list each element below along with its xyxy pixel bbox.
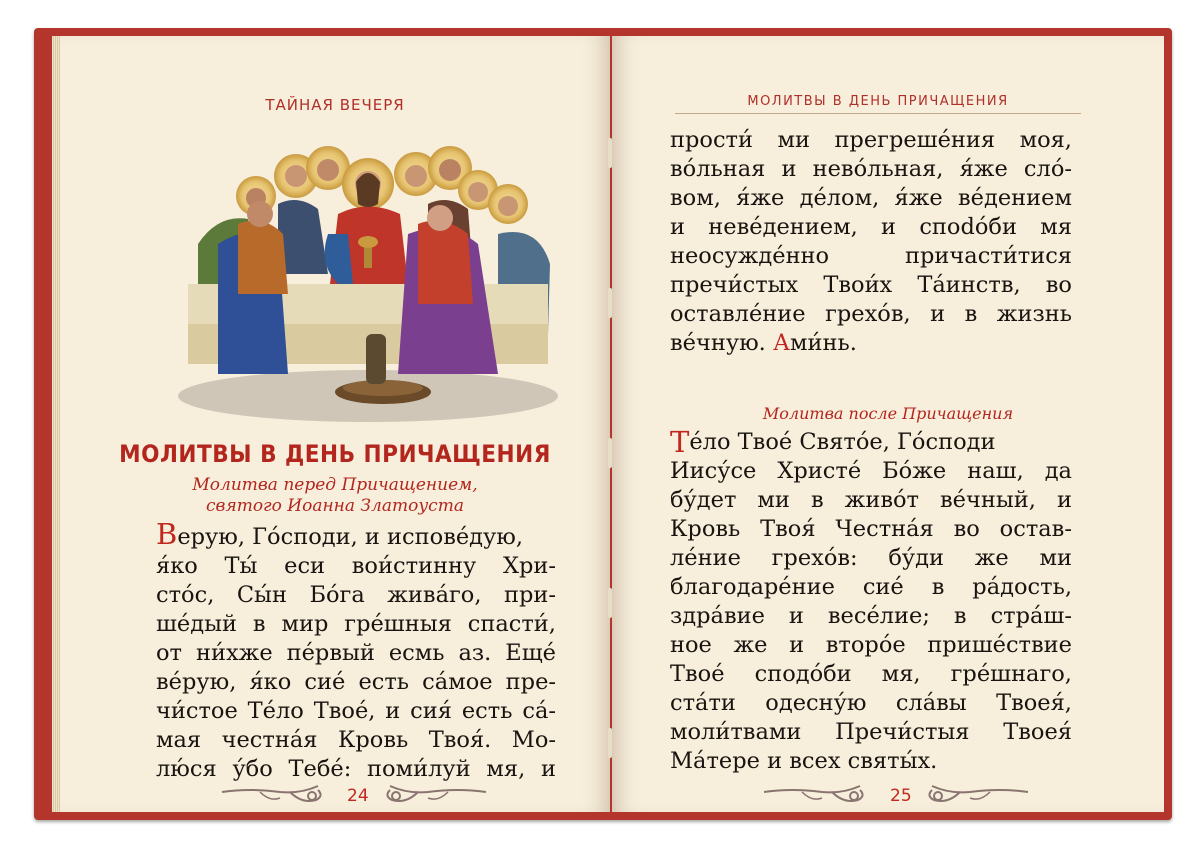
- text-line: ста́ти одесну́ю сла́вы Твоея́,: [670, 690, 1072, 716]
- text-line: ве́чную. А ми́нь.: [670, 330, 857, 356]
- text-line: ле́ние грехо́в: бу́ди же ми: [670, 545, 1072, 571]
- page-edges: [52, 36, 60, 812]
- text-line: чи́стое Те́ло Твое́, и сия́ есть са́-: [156, 698, 556, 724]
- text-line: Кровь Твоя́ Честна́я во остав-: [670, 516, 1072, 542]
- prayer-text-left: [156, 517, 556, 784]
- text-line: оставле́ние грехо́в, и в жизнь: [670, 301, 1072, 327]
- text-line: благодаре́ние сие́ в ра́дость,: [670, 574, 1072, 600]
- text-line: вом, я́же де́лом, я́же ве́дением: [670, 185, 1072, 211]
- prayer-subtitle: Молитва после Причащения: [762, 404, 1014, 423]
- text-line: я́ко Ты́ еси вои́стинну Хри-: [156, 553, 556, 579]
- page-number: 25: [890, 786, 912, 806]
- text-line: сто́с, Сы́н Бо́га жива́го, при-: [156, 582, 556, 608]
- right-page: [612, 36, 1164, 812]
- drop-initial: Т: [670, 425, 690, 459]
- ornament-icon: [920, 778, 1030, 812]
- page-footer: [612, 772, 1164, 816]
- left-page: [60, 36, 610, 812]
- text-line: во́льная и нево́льная, я́же сло́-: [670, 156, 1072, 182]
- ornament-icon: [220, 778, 330, 812]
- book-cover: [34, 28, 1172, 820]
- page-footer: [60, 772, 610, 816]
- text-line: неосужде́нно причасти́тися: [670, 243, 1072, 269]
- text-line: от ни́хже пе́рвый есмь аз. Еще́: [156, 640, 556, 666]
- text-line: здра́вие и весе́лие; в стра́ш-: [670, 603, 1072, 629]
- page-number: 24: [347, 786, 369, 806]
- text-line: ное же и второ́е прише́ствие: [670, 632, 1072, 658]
- section-heading: МОЛИТВЫ В ДЕНЬ ПРИЧАЩЕНИЯ: [119, 440, 551, 468]
- text-line: ше́дый в мир гре́шныя спасти́,: [156, 611, 556, 637]
- text-line: ве́рую, я́ко сие́ есть са́мое пре-: [156, 669, 556, 695]
- text-line: бу́дет ми в живо́т ве́чный, и: [670, 487, 1072, 513]
- illustration-caption: ТАЙНАЯ ВЕЧЕРЯ: [265, 96, 405, 114]
- last-supper-icon: [178, 124, 558, 424]
- text-line: Ма́тере и всех святы́х.: [670, 748, 938, 774]
- running-head: МОЛИТВЫ В ДЕНЬ ПРИЧАЩЕНИЯ: [675, 94, 1081, 114]
- text-line: лю́ся у́бо Тебе́: поми́луй мя, и: [156, 756, 556, 782]
- prayer-text-right-top: [670, 126, 1072, 358]
- text-line: Иису́се Христе́ Бо́же наш, да: [670, 458, 1072, 484]
- prayer-subtitle-line-2: святого Иоанна Златоуста: [206, 496, 464, 516]
- ornament-icon: [762, 778, 872, 812]
- prayer-text-right-bottom: [670, 425, 1072, 776]
- text-line: пречи́стых Твои́х Та́инств, во: [670, 272, 1072, 298]
- text-line: Верую, Го́споди, и испове́дую,: [156, 517, 524, 551]
- prayer-subtitle-line-1: Молитва перед Причащением,: [192, 475, 478, 495]
- text-line: моли́твами Пречи́стыя Твоея́: [670, 719, 1072, 745]
- text-line: мая честна́я Кровь Твоя́. Мо-: [156, 727, 556, 753]
- text-line: и неве́дением, и спodо́би мя: [670, 214, 1072, 240]
- text-line: Твое́ сподо́би мя, гре́шнаго,: [670, 661, 1072, 687]
- drop-initial: В: [156, 517, 178, 551]
- text-line: Т е́ло Твое́ Свято́е, Го́споди: [670, 425, 996, 459]
- amen-initial: А: [773, 330, 791, 356]
- text-line: прости́ ми прегреше́ния моя,: [670, 127, 1072, 153]
- ornament-icon: [378, 778, 488, 812]
